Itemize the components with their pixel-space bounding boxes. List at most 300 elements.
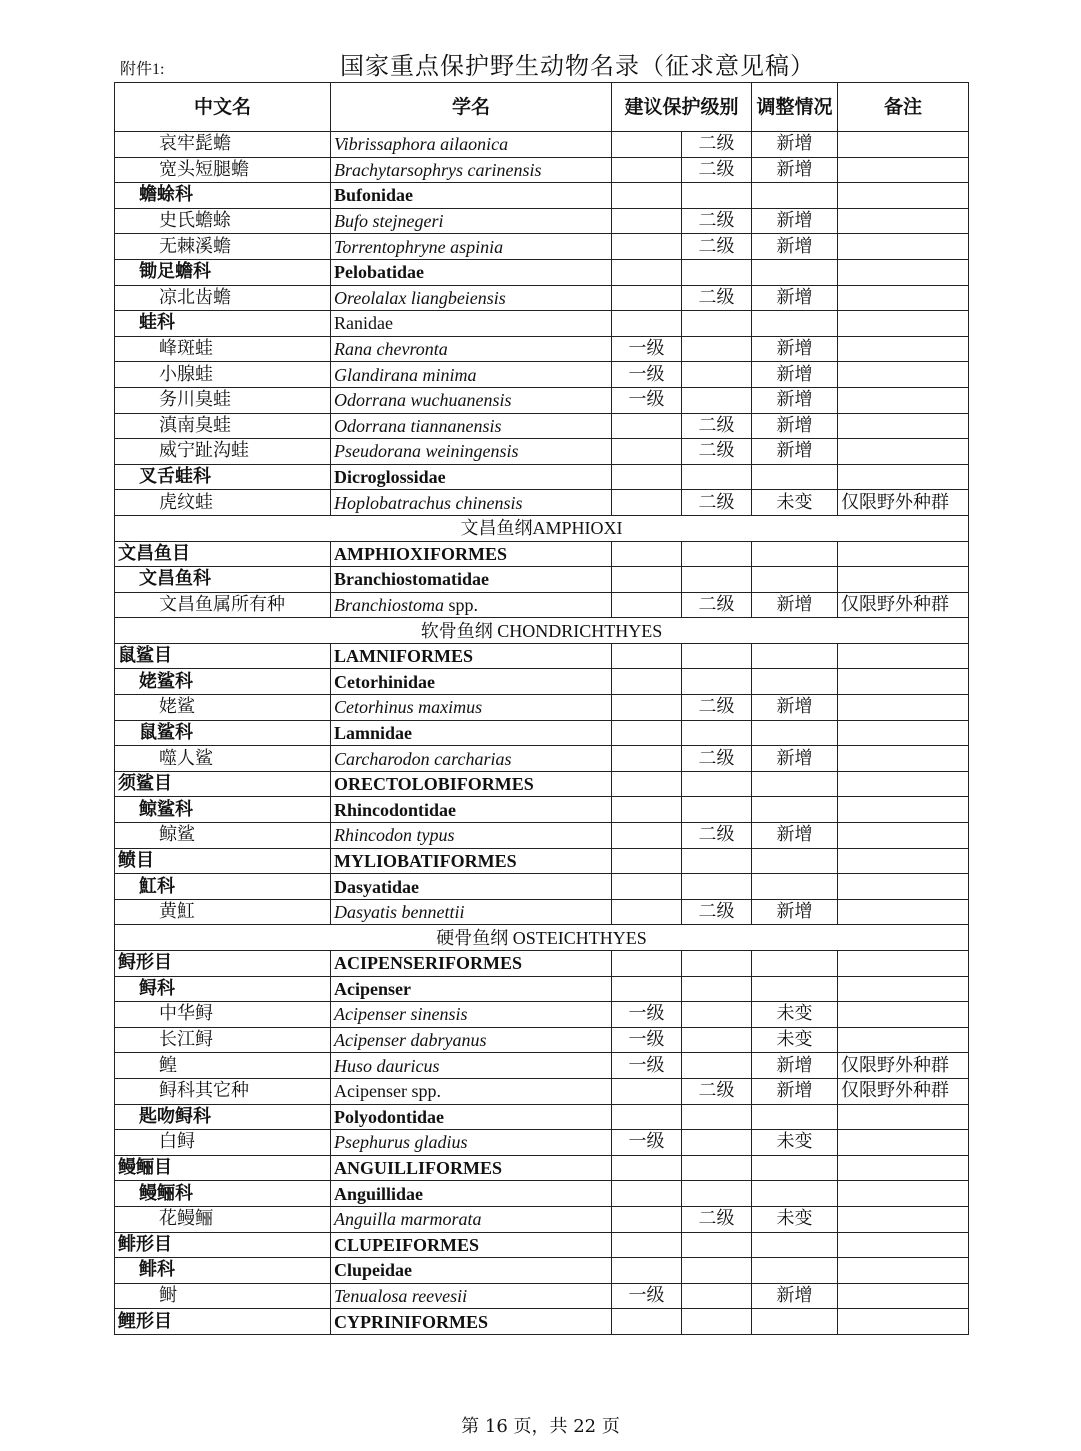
- chinese-name: 宽头短腿蟾: [115, 157, 331, 183]
- table-row: [115, 720, 969, 746]
- table-row: [115, 695, 969, 721]
- scientific-name: Bufonidae: [331, 183, 612, 209]
- scientific-name: Bufo stejnegeri: [331, 208, 612, 234]
- table-row: [115, 387, 969, 413]
- level-second: [682, 311, 752, 337]
- level-first: [612, 132, 682, 158]
- table-row: [115, 1206, 969, 1232]
- scientific-name: Tenualosa reevesii: [331, 1283, 612, 1309]
- scientific-name: CYPRINIFORMES: [331, 1309, 612, 1335]
- level-first: [612, 720, 682, 746]
- level-first: [612, 1104, 682, 1130]
- adjustment-status: 未变: [752, 490, 838, 516]
- table-row: [115, 439, 969, 465]
- level-first: [612, 567, 682, 593]
- remarks: [838, 874, 969, 900]
- level-first: [612, 1078, 682, 1104]
- scientific-name: Acipenser dabryanus: [331, 1027, 612, 1053]
- scientific-name: Acipenser sinensis: [331, 1002, 612, 1028]
- chinese-name: 鲸鲨: [115, 823, 331, 849]
- level-second: 二级: [682, 132, 752, 158]
- scientific-name: CLUPEIFORMES: [331, 1232, 612, 1258]
- table-body: [115, 132, 969, 1335]
- scientific-name: Anguillidae: [331, 1181, 612, 1207]
- table-row: [115, 1232, 969, 1258]
- level-second: [682, 976, 752, 1002]
- adjustment-status: 新增: [752, 157, 838, 183]
- attachment-label: 附件1:: [120, 61, 165, 78]
- scientific-genus: Branchiostoma: [334, 594, 444, 615]
- level-second: 二级: [682, 208, 752, 234]
- level-first: [612, 413, 682, 439]
- chinese-name: 文昌鱼目: [115, 541, 331, 567]
- remarks: [838, 464, 969, 490]
- remarks: 仅限野外种群: [838, 1078, 969, 1104]
- remarks: [838, 720, 969, 746]
- level-first: [612, 592, 682, 618]
- level-first: [612, 1155, 682, 1181]
- table-row: [115, 797, 969, 823]
- level-first: [612, 874, 682, 900]
- level-second: [682, 1027, 752, 1053]
- chinese-name: 虎纹蛙: [115, 490, 331, 516]
- table-row: [115, 490, 969, 516]
- scientific-name: ACIPENSERIFORMES: [331, 951, 612, 977]
- adjustment-status: [752, 797, 838, 823]
- remarks: [838, 336, 969, 362]
- chinese-name: 鲤形目: [115, 1309, 331, 1335]
- remarks: [838, 362, 969, 388]
- scientific-name: Psephurus gladius: [331, 1130, 612, 1156]
- level-first: 一级: [612, 1283, 682, 1309]
- level-first: 一级: [612, 362, 682, 388]
- adjustment-status: [752, 183, 838, 209]
- table-row: [115, 541, 969, 567]
- scientific-name: Rhincodontidae: [331, 797, 612, 823]
- remarks: [838, 695, 969, 721]
- level-second: [682, 669, 752, 695]
- table-row: [115, 899, 969, 925]
- level-second: 二级: [682, 413, 752, 439]
- chinese-name: 小腺蛙: [115, 362, 331, 388]
- table-row: [115, 1283, 969, 1309]
- scientific-name: Rhincodon typus: [331, 823, 612, 849]
- level-first: [612, 823, 682, 849]
- chinese-name: 鼠鲨目: [115, 643, 331, 669]
- level-second: [682, 951, 752, 977]
- scientific-name: Acipenser: [331, 976, 612, 1002]
- table-row: [115, 285, 969, 311]
- header-scientific-name: 学名: [331, 83, 612, 132]
- adjustment-status: 新增: [752, 234, 838, 260]
- level-second: 二级: [682, 592, 752, 618]
- chinese-name: 鲟形目: [115, 951, 331, 977]
- level-second: 二级: [682, 234, 752, 260]
- remarks: [838, 1002, 969, 1028]
- level-first: [612, 746, 682, 772]
- adjustment-status: 新增: [752, 1053, 838, 1079]
- scientific-name: Pelobatidae: [331, 259, 612, 285]
- adjustment-status: 新增: [752, 695, 838, 721]
- table-row: [115, 362, 969, 388]
- table-row: [115, 1130, 969, 1156]
- table-row: [115, 643, 969, 669]
- remarks: [838, 1206, 969, 1232]
- level-first: [612, 183, 682, 209]
- remarks: [838, 413, 969, 439]
- chinese-name: 姥鲨: [115, 695, 331, 721]
- level-second: [682, 874, 752, 900]
- table-row: [115, 336, 969, 362]
- level-second: [682, 848, 752, 874]
- adjustment-status: 新增: [752, 1283, 838, 1309]
- remarks: [838, 1283, 969, 1309]
- scientific-suffix: spp.: [444, 594, 479, 615]
- level-second: [682, 1309, 752, 1335]
- adjustment-status: 未变: [752, 1130, 838, 1156]
- level-second: [682, 183, 752, 209]
- chinese-name: 鲸鲨科: [115, 797, 331, 823]
- table-row: [115, 592, 969, 618]
- level-second: [682, 362, 752, 388]
- chinese-name: 滇南臭蛙: [115, 413, 331, 439]
- scientific-name: ORECTOLOBIFORMES: [331, 771, 612, 797]
- remarks: [838, 771, 969, 797]
- species-table: [114, 82, 969, 1335]
- adjustment-status: 新增: [752, 439, 838, 465]
- adjustment-status: [752, 1258, 838, 1284]
- class-label: 硬骨鱼纲 OSTEICHTHYES: [115, 925, 969, 951]
- table-row: [115, 1181, 969, 1207]
- adjustment-status: [752, 1181, 838, 1207]
- scientific-name: Torrentophryne aspinia: [331, 234, 612, 260]
- level-second: [682, 1181, 752, 1207]
- table-row: [115, 157, 969, 183]
- adjustment-status: [752, 976, 838, 1002]
- level-first: [612, 669, 682, 695]
- adjustment-status: 新增: [752, 1078, 838, 1104]
- level-second: [682, 567, 752, 593]
- level-first: [612, 951, 682, 977]
- chinese-name: 哀牢髭蟾: [115, 132, 331, 158]
- table-row: [115, 823, 969, 849]
- adjustment-status: [752, 720, 838, 746]
- adjustment-status: [752, 771, 838, 797]
- scientific-name: Hoplobatrachus chinensis: [331, 490, 612, 516]
- level-first: [612, 234, 682, 260]
- chinese-name: 鳗鲡科: [115, 1181, 331, 1207]
- remarks: [838, 823, 969, 849]
- remarks: 仅限野外种群: [838, 490, 969, 516]
- table-row: [115, 1309, 969, 1335]
- adjustment-status: 新增: [752, 899, 838, 925]
- level-second: [682, 797, 752, 823]
- table-row: [115, 976, 969, 1002]
- adjustment-status: 新增: [752, 823, 838, 849]
- scientific-name: Dasyatis bennettii: [331, 899, 612, 925]
- adjustment-status: 新增: [752, 208, 838, 234]
- level-second: [682, 1002, 752, 1028]
- level-first: [612, 541, 682, 567]
- scientific-name: Vibrissaphora ailaonica: [331, 132, 612, 158]
- adjustment-status: [752, 1309, 838, 1335]
- remarks: [838, 208, 969, 234]
- table-row: [115, 951, 969, 977]
- scientific-name: Odorrana tiannanensis: [331, 413, 612, 439]
- adjustment-status: 新增: [752, 592, 838, 618]
- scientific-name: Cetorhinus maximus: [331, 695, 612, 721]
- remarks: [838, 797, 969, 823]
- chinese-name: 鼠鲨科: [115, 720, 331, 746]
- level-second: [682, 336, 752, 362]
- chinese-name: 匙吻鲟科: [115, 1104, 331, 1130]
- scientific-name: Rana chevronta: [331, 336, 612, 362]
- level-second: 二级: [682, 1078, 752, 1104]
- level-second: 二级: [682, 746, 752, 772]
- remarks: [838, 1155, 969, 1181]
- adjustment-status: [752, 669, 838, 695]
- level-first: [612, 976, 682, 1002]
- remarks: [838, 387, 969, 413]
- chinese-name: 中华鲟: [115, 1002, 331, 1028]
- level-second: [682, 1104, 752, 1130]
- level-first: [612, 464, 682, 490]
- adjustment-status: [752, 1232, 838, 1258]
- scientific-name: Branchiostomatidae: [331, 567, 612, 593]
- scientific-name: Dicroglossidae: [331, 464, 612, 490]
- remarks: [838, 848, 969, 874]
- scientific-name: Oreolalax liangbeiensis: [331, 285, 612, 311]
- class-label: 文昌鱼纲AMPHIOXI: [115, 515, 969, 541]
- level-first: [612, 259, 682, 285]
- table-row: [115, 1155, 969, 1181]
- chinese-name: 凉北齿蟾: [115, 285, 331, 311]
- adjustment-status: [752, 1155, 838, 1181]
- table-row: [115, 1258, 969, 1284]
- remarks: [838, 1104, 969, 1130]
- remarks: [838, 183, 969, 209]
- scientific-name: Acipenser spp.: [331, 1078, 612, 1104]
- remarks: [838, 899, 969, 925]
- chinese-name: 蛙科: [115, 311, 331, 337]
- remarks: [838, 1027, 969, 1053]
- level-second: [682, 1053, 752, 1079]
- document-title: 国家重点保护野生动物名录（征求意见稿）: [340, 54, 815, 80]
- scientific-name: Lamnidae: [331, 720, 612, 746]
- scientific-name: Huso dauricus: [331, 1053, 612, 1079]
- level-first: [612, 439, 682, 465]
- level-second: [682, 1283, 752, 1309]
- adjustment-status: [752, 541, 838, 567]
- remarks: 仅限野外种群: [838, 592, 969, 618]
- level-second: [682, 1155, 752, 1181]
- level-second: 二级: [682, 823, 752, 849]
- adjustment-status: 新增: [752, 746, 838, 772]
- level-first: [612, 208, 682, 234]
- chinese-name: 文昌鱼科: [115, 567, 331, 593]
- remarks: [838, 643, 969, 669]
- remarks: [838, 1181, 969, 1207]
- chinese-name: 鲥: [115, 1283, 331, 1309]
- adjustment-status: 新增: [752, 362, 838, 388]
- scientific-name: [331, 592, 612, 618]
- level-first: [612, 695, 682, 721]
- chinese-name: 噬人鲨: [115, 746, 331, 772]
- adjustment-status: [752, 643, 838, 669]
- chinese-name: 峰斑蛙: [115, 336, 331, 362]
- level-second: 二级: [682, 157, 752, 183]
- remarks: [838, 951, 969, 977]
- chinese-name: 蟾蜍科: [115, 183, 331, 209]
- adjustment-status: [752, 259, 838, 285]
- scientific-name: Cetorhinidae: [331, 669, 612, 695]
- chinese-name: 鳗鲡目: [115, 1155, 331, 1181]
- adjustment-status: 新增: [752, 387, 838, 413]
- table-row: [115, 746, 969, 772]
- scientific-name: ANGUILLIFORMES: [331, 1155, 612, 1181]
- table-row: [115, 234, 969, 260]
- chinese-name: 叉舌蛙科: [115, 464, 331, 490]
- level-first: 一级: [612, 336, 682, 362]
- chinese-name: 长江鲟: [115, 1027, 331, 1053]
- adjustment-status: [752, 874, 838, 900]
- level-first: 一级: [612, 1130, 682, 1156]
- level-first: [612, 285, 682, 311]
- chinese-name: 魟科: [115, 874, 331, 900]
- level-first: [612, 490, 682, 516]
- adjustment-status: 新增: [752, 285, 838, 311]
- chinese-name: 黄魟: [115, 899, 331, 925]
- remarks: [838, 439, 969, 465]
- remarks: [838, 1232, 969, 1258]
- level-first: [612, 1206, 682, 1232]
- level-second: [682, 720, 752, 746]
- level-first: [612, 848, 682, 874]
- remarks: [838, 669, 969, 695]
- remarks: [838, 311, 969, 337]
- table-row: [115, 771, 969, 797]
- remarks: 仅限野外种群: [838, 1053, 969, 1079]
- adjustment-status: 未变: [752, 1027, 838, 1053]
- level-first: [612, 311, 682, 337]
- remarks: [838, 746, 969, 772]
- level-first: 一级: [612, 1027, 682, 1053]
- scientific-name: Brachytarsophrys carinensis: [331, 157, 612, 183]
- remarks: [838, 157, 969, 183]
- remarks: [838, 1258, 969, 1284]
- level-first: [612, 797, 682, 823]
- chinese-name: 须鲨目: [115, 771, 331, 797]
- adjustment-status: [752, 951, 838, 977]
- table-row: [115, 1002, 969, 1028]
- chinese-name: 鲟科其它种: [115, 1078, 331, 1104]
- chinese-name: 姥鲨科: [115, 669, 331, 695]
- scientific-name: Anguilla marmorata: [331, 1206, 612, 1232]
- remarks: [838, 567, 969, 593]
- level-second: [682, 541, 752, 567]
- table-row: [115, 208, 969, 234]
- adjustment-status: [752, 1104, 838, 1130]
- level-second: [682, 771, 752, 797]
- scientific-name: Carcharodon carcharias: [331, 746, 612, 772]
- table-row: [115, 1078, 969, 1104]
- level-second: 二级: [682, 695, 752, 721]
- remarks: [838, 1130, 969, 1156]
- table-row: [115, 311, 969, 337]
- level-first: 一级: [612, 1053, 682, 1079]
- class-label: 软骨鱼纲 CHONDRICHTHYES: [115, 618, 969, 644]
- table-row: [115, 259, 969, 285]
- scientific-name: Odorrana wuchuanensis: [331, 387, 612, 413]
- scientific-name: Dasyatidae: [331, 874, 612, 900]
- chinese-name: 文昌鱼属所有种: [115, 592, 331, 618]
- level-first: [612, 643, 682, 669]
- table-row: [115, 567, 969, 593]
- level-second: [682, 1130, 752, 1156]
- chinese-name: 鲼目: [115, 848, 331, 874]
- chinese-name: 威宁趾沟蛙: [115, 439, 331, 465]
- table-row: [115, 669, 969, 695]
- remarks: [838, 976, 969, 1002]
- header-remarks: 备注: [838, 83, 969, 132]
- adjustment-status: [752, 567, 838, 593]
- remarks: [838, 541, 969, 567]
- level-second: 二级: [682, 285, 752, 311]
- level-first: [612, 157, 682, 183]
- level-second: [682, 1232, 752, 1258]
- adjustment-status: [752, 464, 838, 490]
- chinese-name: 鲟科: [115, 976, 331, 1002]
- remarks: [838, 285, 969, 311]
- adjustment-status: [752, 848, 838, 874]
- level-first: 一级: [612, 1002, 682, 1028]
- scientific-name: Ranidae: [331, 311, 612, 337]
- chinese-name: 锄足蟾科: [115, 259, 331, 285]
- remarks: [838, 132, 969, 158]
- chinese-name: 务川臭蛙: [115, 387, 331, 413]
- class-row: [115, 925, 969, 951]
- adjustment-status: 新增: [752, 132, 838, 158]
- scientific-name: MYLIOBATIFORMES: [331, 848, 612, 874]
- level-second: [682, 643, 752, 669]
- level-second: 二级: [682, 899, 752, 925]
- scientific-name: Glandirana minima: [331, 362, 612, 388]
- level-first: [612, 1258, 682, 1284]
- level-second: [682, 387, 752, 413]
- table-row: [115, 183, 969, 209]
- adjustment-status: 新增: [752, 413, 838, 439]
- level-second: [682, 1258, 752, 1284]
- adjustment-status: 新增: [752, 336, 838, 362]
- level-first: [612, 899, 682, 925]
- table-row: [115, 848, 969, 874]
- level-first: [612, 1181, 682, 1207]
- table-row: [115, 413, 969, 439]
- level-first: 一级: [612, 387, 682, 413]
- level-first: [612, 771, 682, 797]
- table-row: [115, 132, 969, 158]
- chinese-name: 花鳗鲡: [115, 1206, 331, 1232]
- page-number: 第 16 页，共 22 页: [461, 1416, 620, 1437]
- scientific-name: Clupeidae: [331, 1258, 612, 1284]
- header-adjustment: 调整情况: [752, 83, 838, 132]
- remarks: [838, 259, 969, 285]
- table-row: [115, 464, 969, 490]
- table-row: [115, 1027, 969, 1053]
- level-second: [682, 259, 752, 285]
- table-row: [115, 1104, 969, 1130]
- table-row: [115, 874, 969, 900]
